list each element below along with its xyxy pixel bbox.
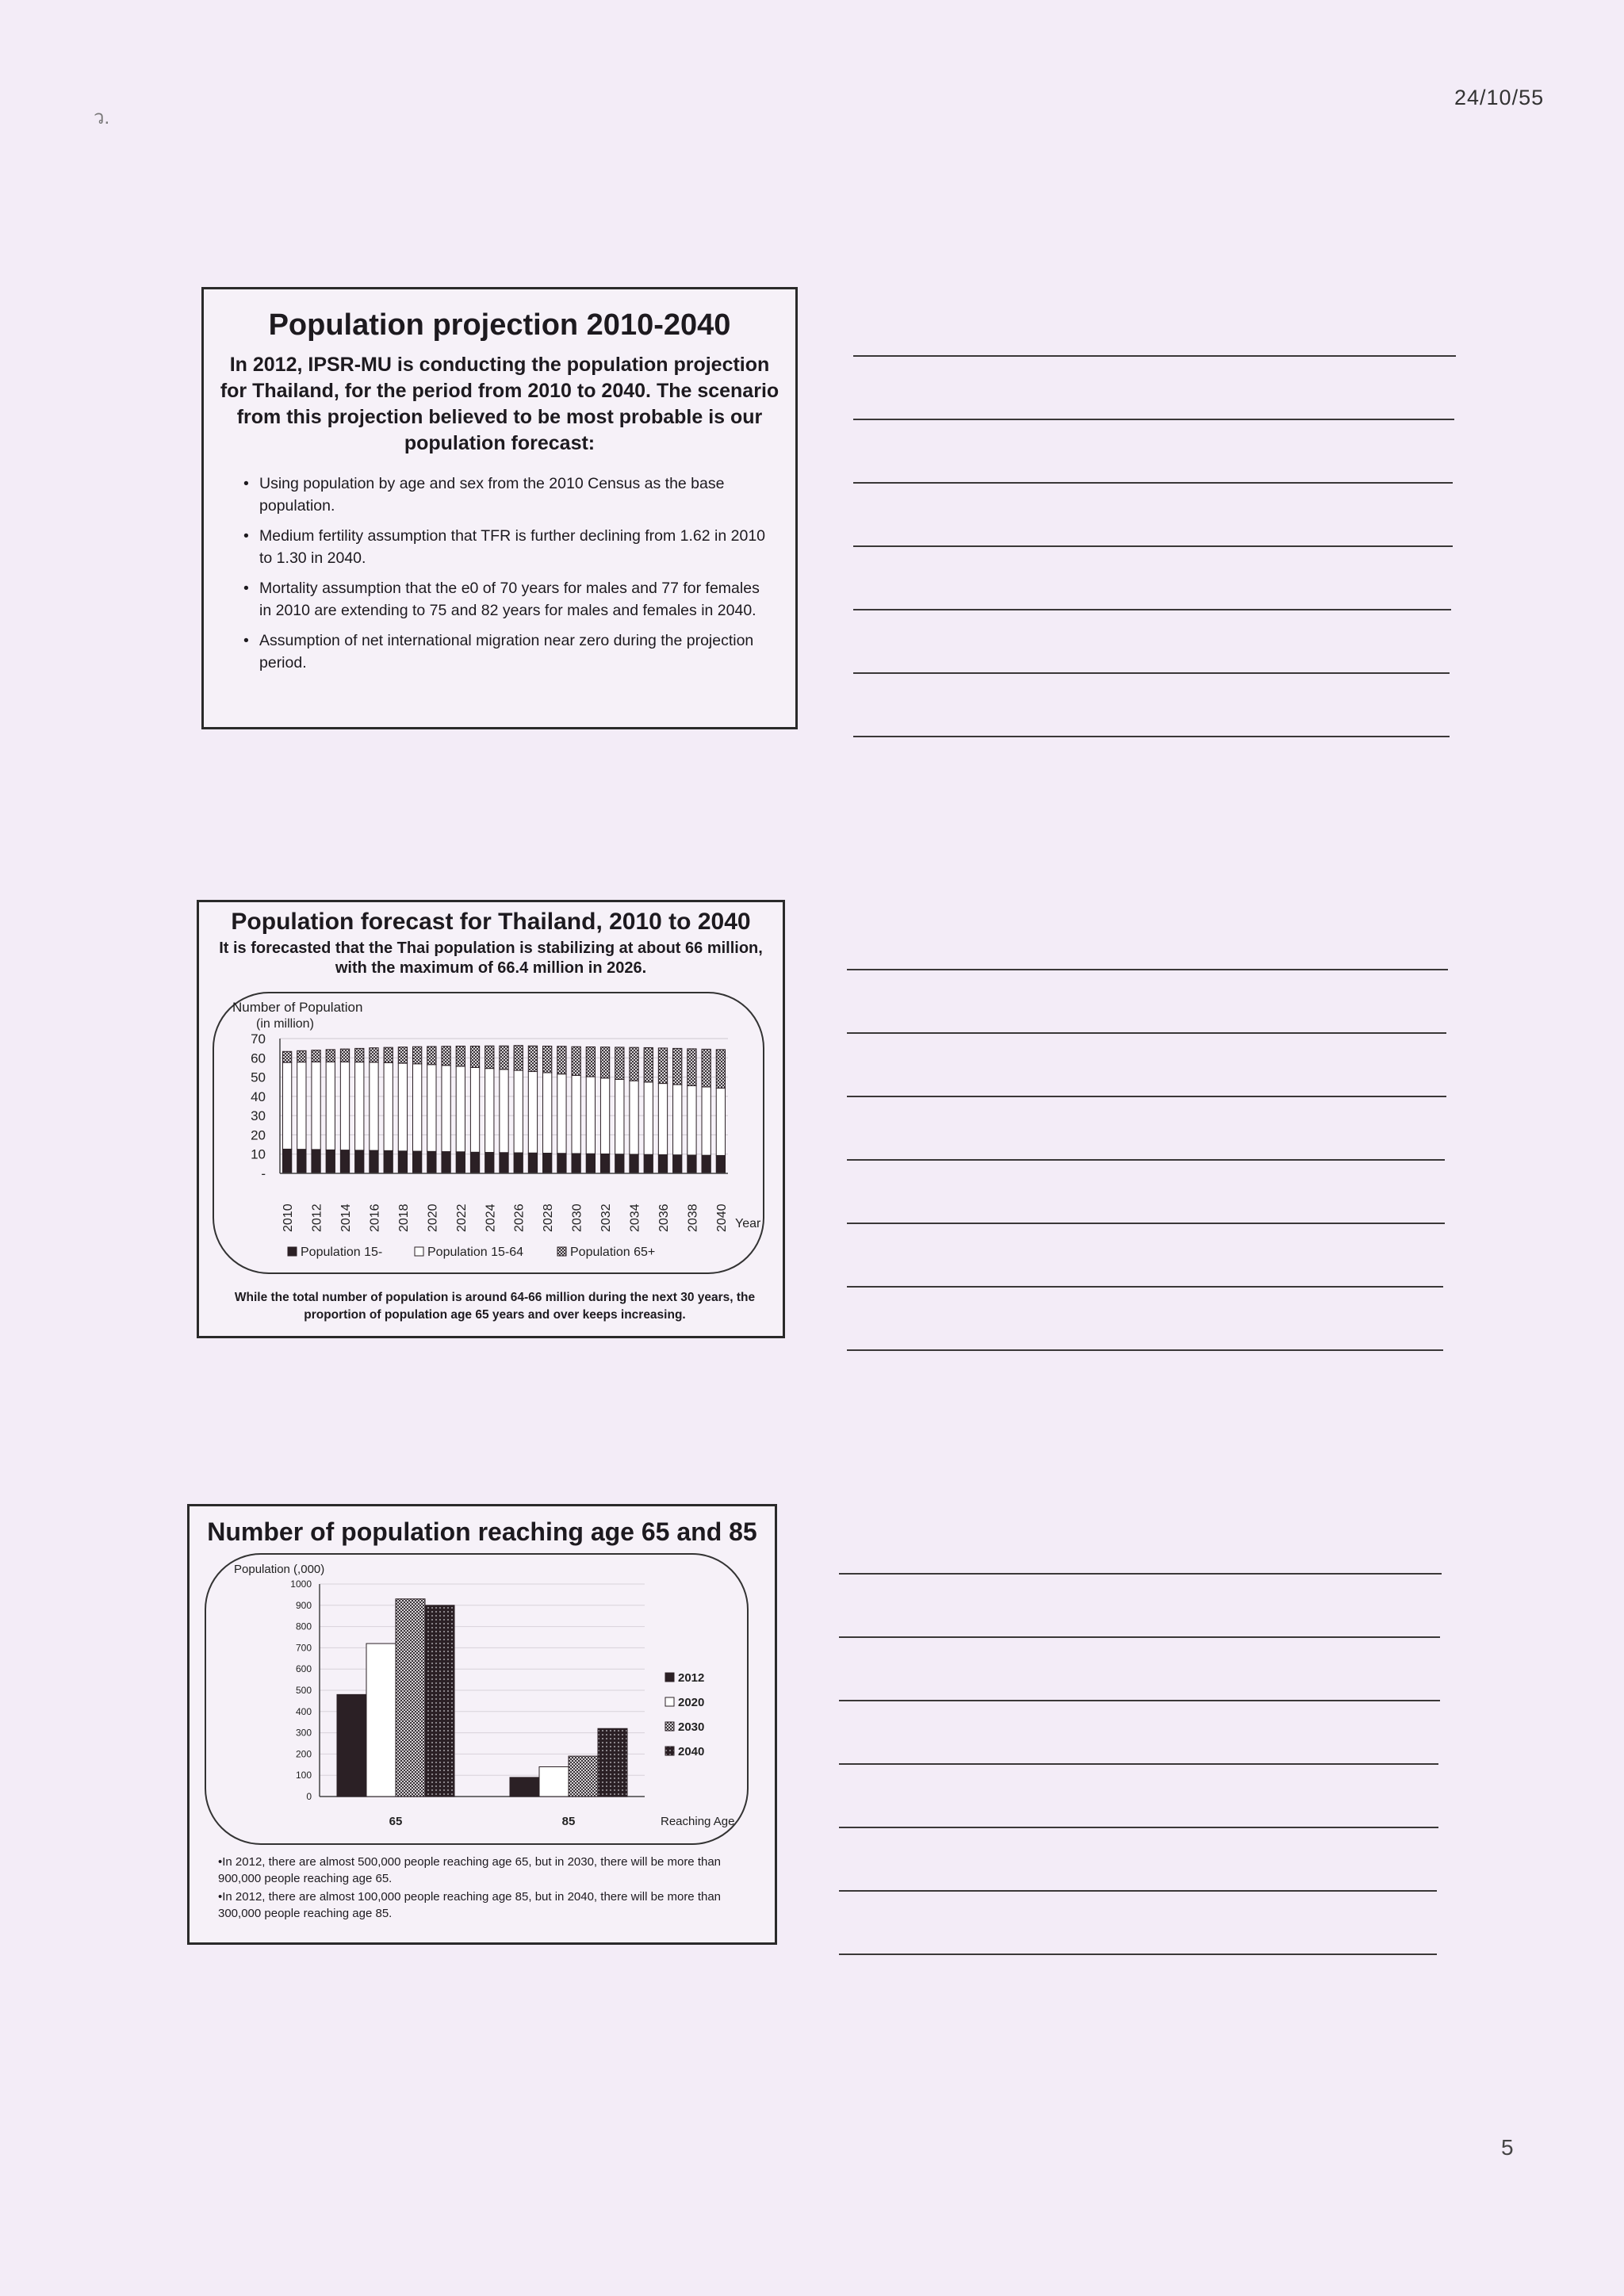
bar-segment [600, 1154, 609, 1173]
x-tick-label: 2010 [282, 1203, 296, 1232]
bar-segment [557, 1074, 566, 1154]
legend-label: 2030 [678, 1720, 705, 1734]
bar-segment [442, 1152, 450, 1173]
bar [569, 1756, 598, 1797]
bar-segment [370, 1150, 378, 1173]
bar-segment [514, 1046, 523, 1070]
slide-reaching-age [187, 1504, 777, 1945]
bar-segment [673, 1085, 682, 1155]
note-line [853, 672, 1450, 674]
y-axis-title: Number of Population [232, 1000, 363, 1015]
bar-segment [485, 1069, 494, 1153]
bar [366, 1644, 396, 1797]
note-line [847, 1159, 1445, 1161]
bar-segment [442, 1066, 450, 1152]
bar-segment [470, 1046, 479, 1067]
legend-label: 2012 [678, 1671, 705, 1685]
bar-segment [658, 1154, 667, 1173]
bar-segment [514, 1070, 523, 1153]
bar-segment [557, 1154, 566, 1173]
note-line [847, 1223, 1445, 1224]
bar-segment [600, 1078, 609, 1154]
bar-segment [630, 1081, 638, 1154]
bar-segment [312, 1150, 320, 1173]
bar-segment [326, 1050, 335, 1062]
bar-segment [355, 1062, 364, 1150]
legend-label: Population 65+ [570, 1246, 656, 1259]
bar-segment [658, 1084, 667, 1155]
bar-segment [370, 1048, 378, 1062]
slide3-note: •In 2012, there are almost 100,000 people reaching age 85, but in 2040, there will be more than 300,000 people reaching age 85. [218, 1890, 722, 1920]
page-number: 5 [1501, 2135, 1514, 2160]
slide1-bullet: • Using population by age and sex from the 2010 Census as the base population. [243, 473, 772, 517]
bar-segment [658, 1048, 667, 1084]
bar-segment [282, 1149, 291, 1173]
y-tick-label: - [261, 1166, 266, 1181]
forecast-chart-container [209, 989, 770, 1280]
note-line [839, 1700, 1440, 1701]
bar-segment [456, 1066, 465, 1152]
note-line [847, 969, 1448, 970]
bar-segment [398, 1047, 407, 1063]
bar-segment [500, 1046, 508, 1070]
y-tick-label: 40 [251, 1089, 266, 1104]
note-line [853, 355, 1456, 357]
y-tick-label: 300 [295, 1727, 312, 1739]
bar-segment [297, 1062, 306, 1150]
bar [425, 1605, 454, 1797]
bar-segment [384, 1150, 393, 1173]
bar-segment [716, 1088, 725, 1155]
bar-segment [485, 1046, 494, 1068]
bar-segment [326, 1150, 335, 1173]
reaching-age-bar-chart [201, 1551, 756, 1855]
bar [396, 1599, 425, 1797]
bar-segment [427, 1151, 436, 1173]
bar-segment [412, 1064, 421, 1151]
bar-segment [572, 1047, 580, 1075]
bar [510, 1777, 539, 1797]
slide1-intro: In 2012, IPSR-MU is conducting the population projection for Thailand, for the period from 2010 to 2040. The scenario from this projection believed to be most probable is our population forecast: [220, 354, 779, 454]
bar-segment [644, 1082, 653, 1154]
note-line [853, 482, 1453, 484]
bar-segment [572, 1075, 580, 1154]
bar-segment [543, 1073, 552, 1154]
slide1-title: Population projection 2010-2040 [268, 308, 731, 342]
bar-segment [427, 1065, 436, 1152]
bar-segment [355, 1150, 364, 1173]
y-tick-label: 600 [295, 1663, 312, 1675]
bar-segment [312, 1050, 320, 1062]
y-axis-title: Population (,000) [234, 1563, 325, 1576]
note-line [839, 1636, 1440, 1638]
y-tick-label: 1000 [290, 1578, 312, 1590]
y-axis-unit: (in million) [256, 1017, 314, 1031]
bar-segment [312, 1062, 320, 1150]
note-line [839, 1763, 1438, 1765]
y-tick-label: 50 [251, 1070, 266, 1085]
corner-mark: ว. [94, 107, 110, 128]
x-tick-label: 2024 [484, 1203, 498, 1232]
bar-segment [470, 1067, 479, 1152]
slide1-bullet: • Mortality assumption that the e0 of 70 years for males and 77 for females in 2010 are extending to 75 and 82 years for males and females in 2040. [243, 577, 772, 622]
notes-lines-2 [847, 969, 1450, 1357]
slide2-intro: It is forecasted that the Thai population is stabilizing at about 66 million, with the maximum of 66.4 million in 2026. [219, 939, 763, 977]
legend-swatch [665, 1697, 674, 1706]
x-axis-title: Year [735, 1217, 761, 1230]
slide2-note: While the total number of population is around 64-66 million during the next 30 years, the proportion of population age 65 years and over keeps increasing. [234, 1291, 756, 1322]
y-tick-label: 800 [295, 1621, 312, 1632]
legend-swatch [288, 1247, 297, 1256]
bar-segment [340, 1150, 349, 1173]
bar [598, 1728, 627, 1797]
y-tick-label: 500 [295, 1685, 312, 1696]
bar-segment [326, 1062, 335, 1150]
legend-label: 2020 [678, 1696, 705, 1709]
bar-segment [586, 1154, 595, 1173]
note-line [847, 1096, 1446, 1097]
bar-segment [470, 1152, 479, 1173]
x-tick-label: 2018 [396, 1203, 411, 1232]
bar-segment [615, 1047, 624, 1080]
bar-segment [543, 1046, 552, 1073]
legend-swatch [557, 1247, 566, 1256]
bar-segment [340, 1062, 349, 1150]
legend-label: Population 15-64 [427, 1246, 523, 1259]
slide3-title: Number of population reaching age 65 and 85 [207, 1517, 757, 1546]
bar-segment [412, 1047, 421, 1064]
notes-lines-3 [839, 1573, 1442, 1961]
x-tick-label: 2016 [368, 1203, 382, 1232]
bar-segment [282, 1051, 291, 1062]
x-tick-label: 2020 [426, 1203, 440, 1232]
bar-segment [355, 1048, 364, 1062]
bar-segment [630, 1154, 638, 1173]
x-tick-label: 2028 [542, 1203, 556, 1232]
y-tick-label: 100 [295, 1770, 312, 1781]
bar-segment [644, 1047, 653, 1081]
x-tick-label: 2012 [310, 1203, 324, 1232]
bar-segment [615, 1079, 624, 1154]
bar-segment [702, 1155, 710, 1173]
bar-segment [456, 1046, 465, 1066]
bar-segment [456, 1152, 465, 1173]
y-tick-label: 70 [251, 1031, 266, 1047]
bar-segment [384, 1062, 393, 1150]
bar-segment [673, 1155, 682, 1173]
bar-segment [297, 1050, 306, 1062]
bar-segment [572, 1154, 580, 1173]
note-line [839, 1890, 1437, 1892]
note-line [847, 1349, 1443, 1351]
legend-swatch [415, 1247, 423, 1256]
bar-segment [716, 1050, 725, 1089]
bar-segment [586, 1047, 595, 1077]
x-tick-label: 2030 [570, 1203, 584, 1232]
slide3-notes [218, 1854, 741, 1923]
x-tick-label: 2040 [714, 1203, 729, 1232]
bar-segment [384, 1047, 393, 1062]
y-tick-label: 10 [251, 1146, 266, 1162]
bar-segment [702, 1087, 710, 1155]
bar-segment [398, 1151, 407, 1173]
legend-label: Population 15- [301, 1246, 383, 1259]
y-tick-label: 30 [251, 1108, 266, 1124]
slide1-bullet: • Assumption of net international migration near zero during the projection period. [243, 629, 772, 674]
bar-segment [543, 1154, 552, 1174]
y-tick-label: 0 [306, 1791, 312, 1802]
note-line [847, 1032, 1446, 1034]
slide2-title: Population forecast for Thailand, 2010 to 2040 [231, 909, 751, 935]
y-tick-label: 700 [295, 1642, 312, 1654]
bar-segment [615, 1154, 624, 1173]
bar-segment [557, 1047, 566, 1074]
bar-segment [514, 1153, 523, 1173]
header-date: 24/10/55 [1454, 86, 1545, 109]
bar-segment [427, 1047, 436, 1065]
note-line [853, 736, 1450, 737]
bar-segment [340, 1049, 349, 1062]
x-tick-label: 2038 [686, 1203, 700, 1232]
note-line [853, 545, 1453, 547]
note-line [853, 419, 1454, 420]
x-tick-label: 65 [389, 1815, 403, 1828]
x-tick-label: 2014 [339, 1203, 354, 1232]
bar-segment [442, 1047, 450, 1066]
bar-segment [500, 1070, 508, 1153]
bar-segment [297, 1150, 306, 1173]
bar [539, 1766, 569, 1797]
bar-segment [500, 1153, 508, 1173]
bar-segment [412, 1151, 421, 1173]
bar-segment [716, 1155, 725, 1173]
bar-segment [282, 1062, 291, 1149]
note-line [839, 1573, 1442, 1575]
bar-segment [644, 1154, 653, 1173]
legend-label: 2040 [678, 1745, 705, 1758]
note-line [839, 1954, 1437, 1955]
x-tick-label: 2032 [599, 1203, 614, 1232]
bar-segment [586, 1077, 595, 1154]
notes-lines-1 [853, 355, 1456, 736]
x-tick-label: 2036 [657, 1203, 671, 1232]
note-line [847, 1286, 1443, 1288]
slide-population-projection [201, 287, 798, 729]
y-tick-label: 200 [295, 1748, 312, 1760]
bar-segment [630, 1047, 638, 1081]
x-axis-title: Reaching Age [661, 1815, 735, 1828]
bar-segment [528, 1153, 537, 1173]
slide3-note: •In 2012, there are almost 500,000 people reaching age 65, but in 2030, there will be more than 900,000 people reaching age 65. [218, 1855, 722, 1885]
bar [337, 1694, 366, 1797]
slide1-bullet: • Medium fertility assumption that TFR is further declining from 1.62 in 2010 to 1.30 in 2040. [243, 525, 772, 569]
bar-segment [398, 1063, 407, 1151]
slide1-bullet-list [243, 473, 772, 674]
legend-swatch [665, 1722, 674, 1731]
y-tick-label: 20 [251, 1127, 266, 1143]
legend-swatch [665, 1747, 674, 1755]
forecast-stacked-bar-chart [209, 989, 770, 1280]
bar-segment [370, 1062, 378, 1150]
bar-segment [702, 1049, 710, 1087]
bar-segment [485, 1153, 494, 1173]
bar-segment [688, 1049, 696, 1086]
legend-swatch [665, 1673, 674, 1682]
bar-segment [600, 1047, 609, 1078]
bar-segment [688, 1086, 696, 1155]
x-tick-label: 85 [561, 1815, 576, 1828]
reaching-age-chart-container [201, 1551, 756, 1855]
bar-segment [528, 1046, 537, 1071]
x-tick-label: 2034 [628, 1203, 642, 1232]
bar-segment [528, 1072, 537, 1154]
slide-population-forecast [197, 900, 785, 1338]
x-tick-label: 2022 [454, 1203, 469, 1232]
note-line [839, 1827, 1438, 1828]
x-tick-label: 2026 [512, 1203, 527, 1232]
y-tick-label: 60 [251, 1050, 266, 1066]
y-tick-label: 400 [295, 1705, 312, 1717]
bar-segment [673, 1048, 682, 1085]
bar-segment [688, 1155, 696, 1173]
note-line [853, 609, 1451, 610]
y-tick-label: 900 [295, 1599, 312, 1611]
